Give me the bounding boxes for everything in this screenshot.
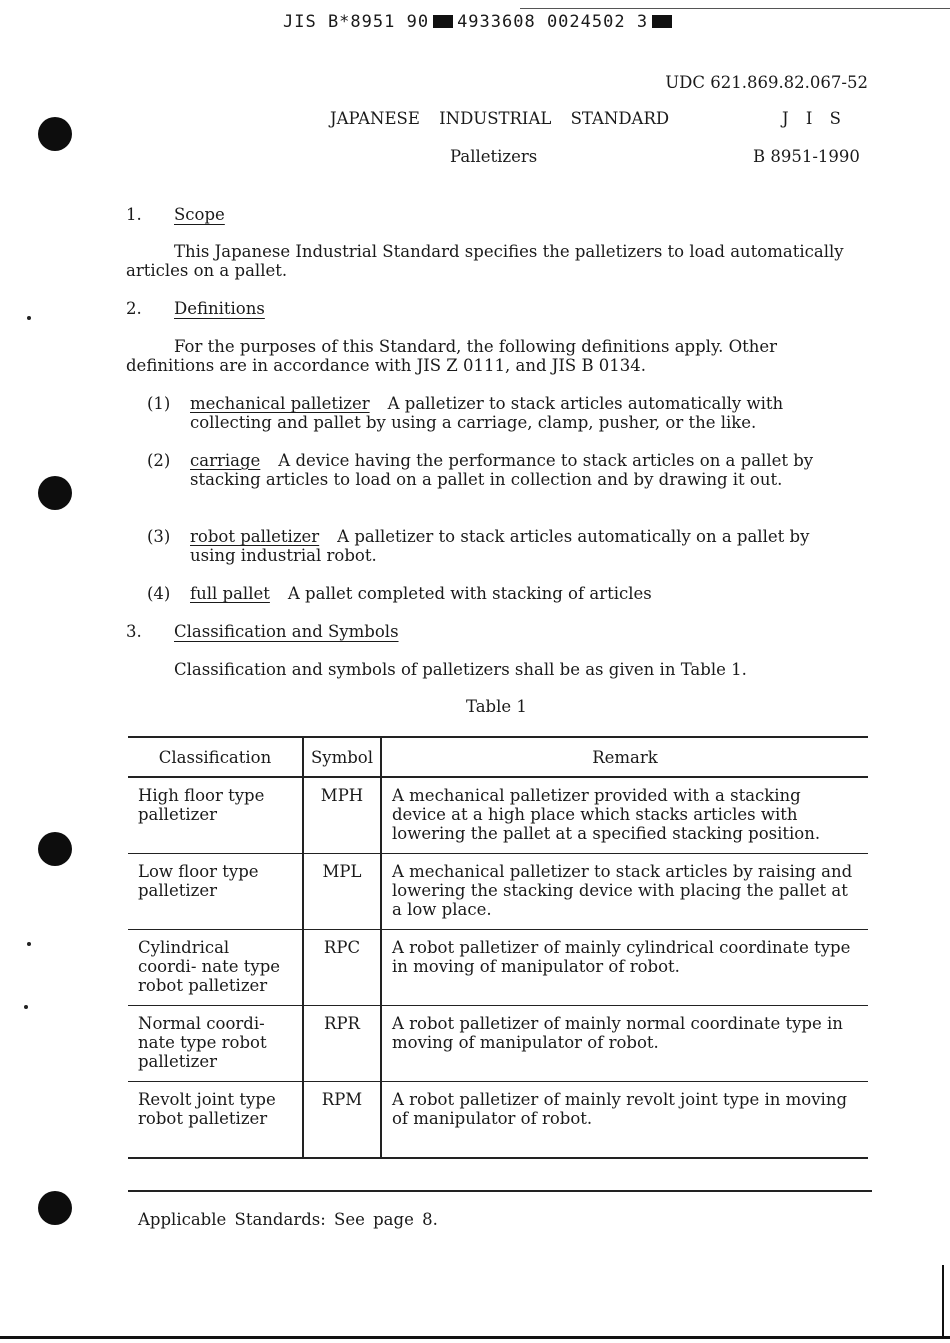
document-code-right: 4933608 0024502 3 xyxy=(457,12,649,32)
standard-number: B 8951-1990 xyxy=(753,147,860,166)
definition-term: full pallet xyxy=(190,584,270,603)
scope-paragraph: This Japanese Industrial Standard specifies the palletizers to load automatically articles on a pallet. xyxy=(126,242,844,280)
punch-hole xyxy=(38,1191,72,1225)
punch-hole xyxy=(38,476,72,510)
footnote-rule xyxy=(128,1190,872,1192)
definition-item xyxy=(190,451,840,489)
definition-number: (1) xyxy=(147,394,171,413)
section-title-scope: Scope xyxy=(174,205,225,224)
udc-number: UDC 621.869.82.067-52 xyxy=(665,73,868,92)
cell-classification: Revolt joint type robot palletizer xyxy=(128,1082,303,1159)
scan-edge-line xyxy=(942,1265,944,1337)
definition-number: (2) xyxy=(147,451,171,470)
section-title-definitions: Definitions xyxy=(174,299,265,318)
cell-symbol: MPH xyxy=(303,777,381,854)
scan-bottom-edge xyxy=(0,1336,950,1339)
jis-label: J I S xyxy=(782,109,847,128)
table-header-row xyxy=(128,737,868,777)
document-code-left: JIS B*8951 90 xyxy=(283,12,430,32)
definition-description: A palletizer to stack articles automatically with collecting and pallet by using a carriage, clamp, pusher, or the like. xyxy=(190,394,784,432)
document-code xyxy=(283,12,676,32)
cell-remark: A mechanical palletizer provided with a stacking device at a high place which stacks articles with lowering the pallet at a specified stacking position. xyxy=(381,777,868,854)
cell-classification: Cylindrical coordi- nate type robot palletizer xyxy=(128,930,303,1006)
definition-term: mechanical palletizer xyxy=(190,394,370,413)
table-row xyxy=(128,930,868,1006)
column-header-remark: Remark xyxy=(381,737,868,777)
cell-symbol: MPL xyxy=(303,854,381,930)
table-caption: Table 1 xyxy=(466,697,527,716)
applicable-standards-note: Applicable Standards: See page 8. xyxy=(138,1210,438,1229)
table-row xyxy=(128,854,868,930)
scan-speck xyxy=(24,1005,28,1009)
cell-classification: High floor type palletizer xyxy=(128,777,303,854)
definition-number: (4) xyxy=(147,584,171,603)
cell-remark: A robot palletizer of mainly cylindrical coordinate type in moving of manipulator of robot. xyxy=(381,930,868,1006)
black-block-mark xyxy=(433,15,453,28)
definition-item xyxy=(190,527,840,565)
document-subtitle: Palletizers xyxy=(450,147,538,166)
cell-symbol: RPC xyxy=(303,930,381,1006)
definition-item xyxy=(190,394,840,432)
classification-table xyxy=(128,736,868,1159)
table-row xyxy=(128,777,868,854)
definition-term: carriage xyxy=(190,451,261,470)
definition-term: robot palletizer xyxy=(190,527,320,546)
definition-number: (3) xyxy=(147,527,171,546)
section-number: 1. xyxy=(126,205,142,224)
column-header-classification: Classification xyxy=(128,737,303,777)
column-header-symbol: Symbol xyxy=(303,737,381,777)
classification-paragraph: Classification and symbols of palletizers shall be as given in Table 1. xyxy=(174,660,747,679)
cell-remark: A mechanical palletizer to stack articles by raising and lowering the stacking device with placing the pallet at a low place. xyxy=(381,854,868,930)
scan-speck xyxy=(27,942,31,946)
scan-speck xyxy=(27,316,31,320)
cell-remark: A robot palletizer of mainly normal coordinate type in moving of manipulator of robot. xyxy=(381,1006,868,1082)
cell-remark: A robot palletizer of mainly revolt joint type in moving of manipulator of robot. xyxy=(381,1082,868,1159)
definition-description: A device having the performance to stack articles on a pallet by stacking articles to load on a pallet in collection and by drawing it out. xyxy=(190,451,814,489)
table-row xyxy=(128,1082,868,1159)
top-rule xyxy=(520,8,950,9)
cell-symbol: RPR xyxy=(303,1006,381,1082)
cell-classification: Normal coordi- nate type robot palletizer xyxy=(128,1006,303,1082)
cell-classification: Low floor type palletizer xyxy=(128,854,303,930)
punch-hole xyxy=(38,832,72,866)
definition-description: A palletizer to stack articles automatically on a pallet by using industrial robot. xyxy=(190,527,810,565)
definition-item xyxy=(190,584,840,603)
table-row xyxy=(128,1006,868,1082)
cell-symbol: RPM xyxy=(303,1082,381,1159)
black-block-mark xyxy=(652,15,672,28)
section-number: 3. xyxy=(126,622,142,641)
definitions-paragraph: For the purposes of this Standard, the following definitions apply. Other definitions are in accordance with JIS Z 0111, and JIS B 0134. xyxy=(126,337,778,375)
section-number: 2. xyxy=(126,299,142,318)
section-title-classification: Classification and Symbols xyxy=(174,622,399,641)
punch-hole xyxy=(38,117,72,151)
standard-title: JAPANESE INDUSTRIAL STANDARD xyxy=(330,109,670,128)
definition-description: A pallet completed with stacking of articles xyxy=(287,584,652,603)
